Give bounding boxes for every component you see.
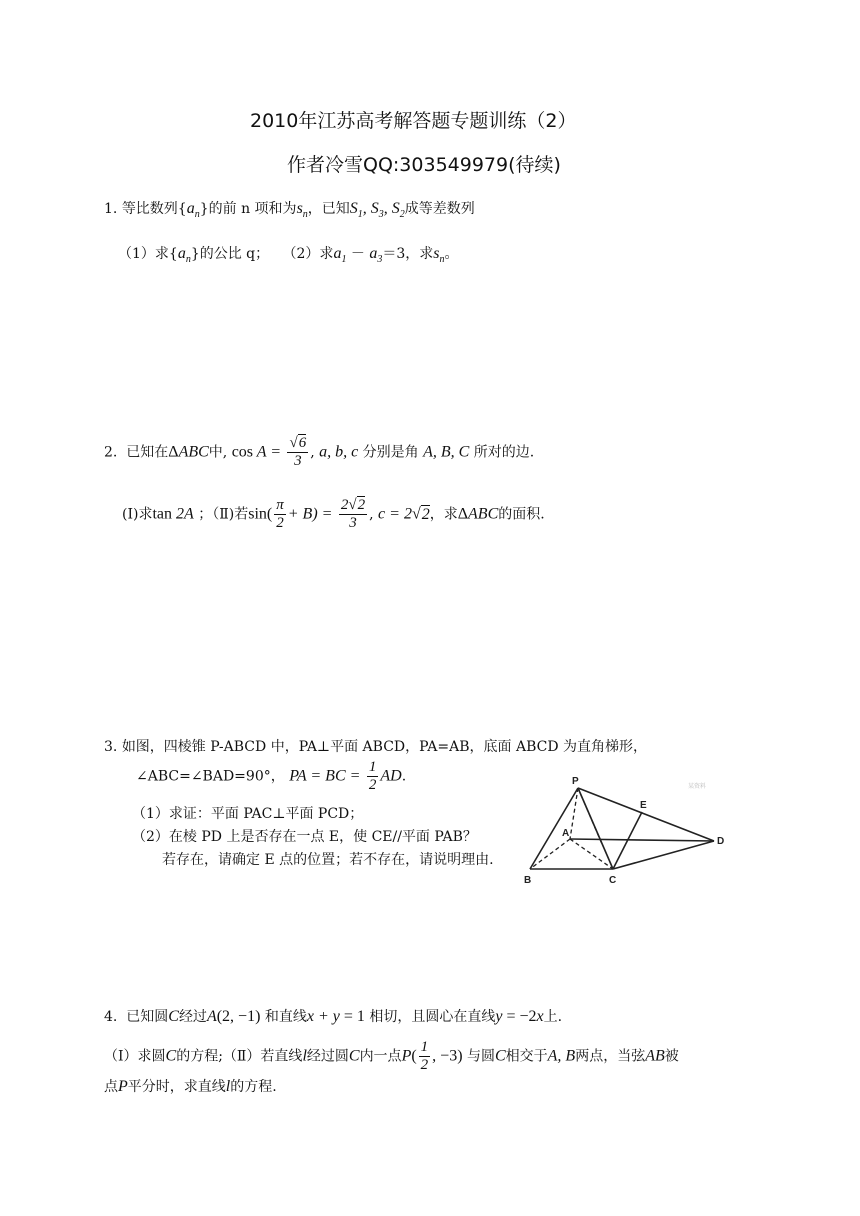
text: ∠ABC=∠BAD=90°， bbox=[136, 768, 285, 785]
author-line: 作者冷雪QQ:303549979(待续) bbox=[287, 154, 561, 176]
page-title: 2010年江苏高考解答题专题训练（2） bbox=[250, 110, 577, 132]
question-3-part-3: 若存在，请确定 E 点的位置；若不存在，请说明理由. bbox=[162, 852, 494, 868]
text: ，求 bbox=[429, 506, 458, 523]
text: 相切，且圆心在直线 bbox=[369, 1009, 496, 1025]
label-a: A bbox=[562, 828, 570, 839]
text: （Ⅰ）求圆 bbox=[104, 1048, 166, 1065]
question-number: 4. bbox=[104, 1009, 118, 1025]
fraction: $\frac{√6}{3}$ bbox=[289, 435, 307, 469]
text: 分别是角 bbox=[362, 444, 419, 461]
text: （1）求{ bbox=[118, 246, 178, 262]
label-e: E bbox=[640, 800, 647, 811]
text: 中, bbox=[208, 444, 228, 461]
text: 所对的边. bbox=[473, 444, 535, 461]
text: }的公比 q； bbox=[190, 246, 270, 262]
question-3-part-2: （2）在棱 PD 上是否存在一点 E，使 CE//平面 PAB？ bbox=[132, 829, 477, 845]
question-number: 1. bbox=[104, 201, 118, 217]
text: 内一点 bbox=[359, 1048, 402, 1065]
question-4-line-3: 点P平分时，求直线l的方程. bbox=[104, 1078, 277, 1095]
question-number: 3. bbox=[104, 739, 118, 755]
text: 与圆 bbox=[466, 1048, 495, 1065]
question-1-parts: （1）求$\{a_n\}$的公比 q； （2）求$a_1 - a_3=3$，求$s_n$。 bbox=[118, 245, 459, 266]
text: 被 bbox=[664, 1048, 679, 1065]
text: 和直线 bbox=[264, 1009, 307, 1025]
fraction: $\frac{1}{2}$ bbox=[420, 1039, 429, 1073]
text: ＝3，求 bbox=[382, 246, 434, 262]
label-p: P bbox=[572, 776, 579, 787]
question-2: 2. 已知在ΔABC中, cos A = $\frac{√6}{3}$ , a, b, c 分别是角 A, B, C 所对的边. bbox=[104, 435, 535, 469]
text: 成等差数列 bbox=[404, 201, 475, 217]
text: ；（Ⅱ)若 bbox=[198, 506, 249, 523]
label-b: B bbox=[524, 875, 532, 886]
question-3 bbox=[104, 736, 647, 756]
text: 上. bbox=[543, 1009, 563, 1025]
question-4-line-2: （Ⅰ）求圆C的方程;（Ⅱ）若直线l经过圆C内一点P( $\frac{1}{2}$ , −3) 与圆C相交于A, B两点，当弦AB被 bbox=[104, 1039, 679, 1073]
text: 如图，四棱锥 P-ABCD 中，PA⊥平面 ABCD，PA=AB，底面 ABCD 为直角梯形， bbox=[121, 739, 648, 755]
question-3-part-1: （1）求证：平面 PAC⊥平面 PCD； bbox=[132, 806, 364, 822]
question-number: 2. bbox=[104, 444, 118, 461]
question-1: 1. 等比数列$\{a_n\}$的前 n 项和为$s_n$，已知$S_1$, $S_3$, $S_2$成等差数列 bbox=[104, 200, 475, 221]
fraction: $\frac{2√2}{3}$ bbox=[340, 497, 366, 531]
text: （2）求 bbox=[282, 246, 334, 262]
question-2-parts: (Ⅰ)求tan 2A ；（Ⅱ)若sin( $\frac{\pi}{2}$ + B) = $\frac{2√2}{3}$ , c = 2√2，求ΔABC的面积. bbox=[122, 497, 545, 531]
text: 平分时，求直线 bbox=[127, 1079, 226, 1095]
text: 。 bbox=[444, 246, 459, 262]
watermark: 某资料 bbox=[688, 784, 707, 790]
text: 已知在 bbox=[126, 444, 169, 461]
text: 相交于 bbox=[505, 1048, 548, 1065]
text: 点 bbox=[104, 1079, 118, 1095]
text: 的面积. bbox=[498, 506, 545, 523]
pyramid-figure bbox=[518, 772, 728, 890]
label-d: D bbox=[717, 836, 725, 847]
text: (Ⅰ)求 bbox=[122, 506, 153, 523]
fraction: $\frac{\pi}{2}$ bbox=[276, 497, 284, 531]
text: 的方程. bbox=[230, 1079, 277, 1095]
text: 等比数列{ bbox=[121, 201, 187, 217]
text: 的方程;（Ⅱ）若直线 bbox=[176, 1048, 303, 1065]
question-3-condition: ∠ABC=∠BAD=90°， PA = BC = $\frac{1}{2}$ AD. bbox=[136, 759, 407, 793]
question-4: 4. 已知圆C经过A(2, −1) 和直线x + y = 1 相切，且圆心在直线y = −2x上. bbox=[104, 1008, 563, 1025]
text: ，已知 bbox=[307, 201, 350, 217]
text: 经过圆 bbox=[306, 1048, 349, 1065]
text: 已知圆 bbox=[126, 1009, 169, 1025]
text: 两点，当弦 bbox=[575, 1048, 646, 1065]
text: 经过 bbox=[178, 1009, 207, 1025]
fraction: $\frac{1}{2}$ bbox=[368, 759, 377, 793]
text: }的前 n 项和为 bbox=[199, 201, 297, 217]
label-c: C bbox=[609, 875, 617, 886]
